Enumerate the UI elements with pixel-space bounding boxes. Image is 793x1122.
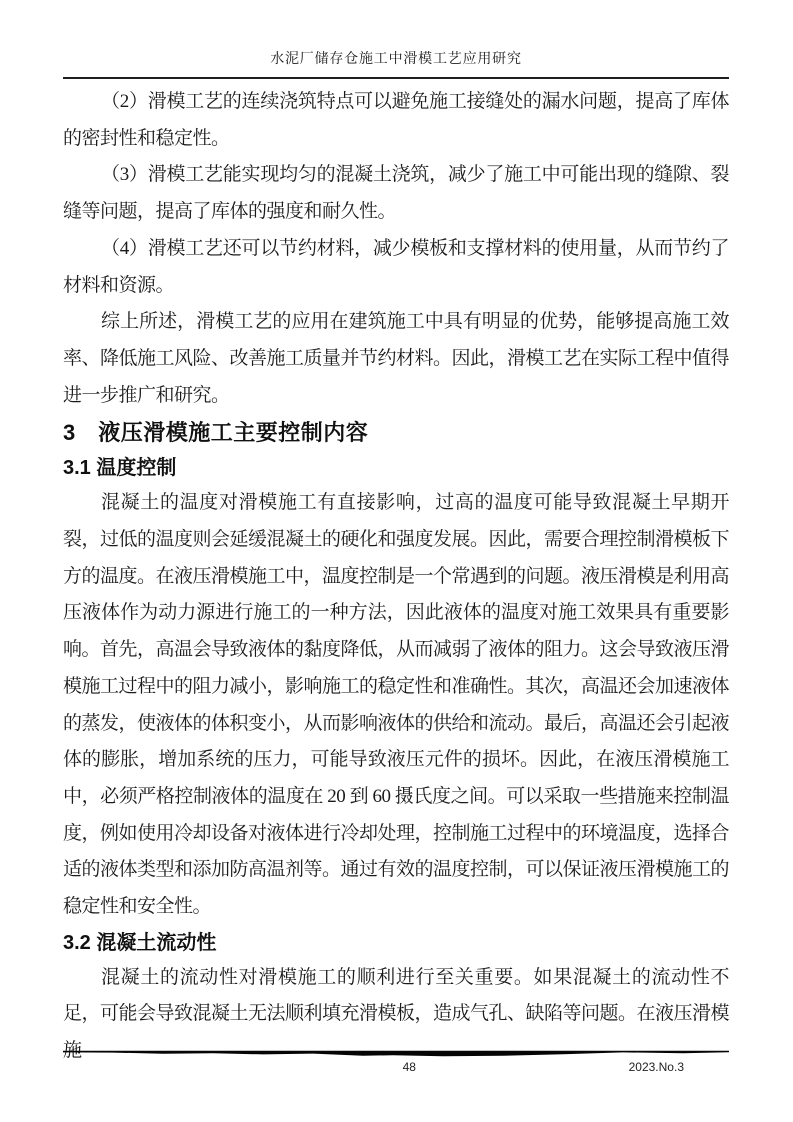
paragraph-advantage-2: （2）滑模工艺的连续浇筑特点可以避免施工接缝处的漏水问题，提高了库体的密封性和稳定性。 xyxy=(63,91,729,149)
page-number: 48 xyxy=(402,1060,416,1074)
page-footer xyxy=(63,1049,729,1076)
footer-row xyxy=(63,1060,729,1076)
footer-rule xyxy=(63,1049,729,1057)
issue-number: 2023.No.3 xyxy=(628,1060,684,1074)
running-title: 水泥厂储存仓施工中滑模工艺应用研究 xyxy=(270,52,522,67)
subsection-3-2-heading: 3.2 混凝土流动性 xyxy=(63,931,217,954)
paragraph-concrete-fluidity: 混凝土的流动性对滑模施工的顺利进行至关重要。如果混凝土的流动性不足，可能会导致混凝土无法顺利填充滑模板，造成气孔、缺陷等问题。在液压滑模施 xyxy=(63,966,730,1062)
paragraph-temperature-control: 混凝土的温度对滑模施工有直接影响，过高的温度可能导致混凝土早期开裂，过低的温度则会延缓混凝土的硬化和强度发展。因此，需要合理控制滑模板下方的温度。在液压滑模施工中，温度控制是一个常遇到的问题。液压滑模是利用高压液体作为动力源进行施工的一种方法，因此液体的温度对施工效果具有重要影响。首先，高温会导致液体的黏度降低，从而减弱了液体的阻力。这会导致液压滑模施工过程中的阻力减小，影响施工的稳定性和准确性。其次，高温还会加速液体的蒸发，使液体的体积变小，从而影响液体的供给和流动。最后，高温还会引起液体的膨胀，增加系统的压力，可能导致液压元件的损坏。因此，在液压滑模施工中，必须严格控制液体的温度在 20 到 60 摄氏度之间。可以采取一些措施来控制温度，例如使用冷却设备对液体进行冷却处理，控制施工过程中的环境温度，选择合适的液体类型和添加防高温剂等。通过有效的温度控制，可以保证液压滑模施工的稳定性和安全性。 xyxy=(63,492,730,918)
footer-rule-line xyxy=(63,1049,729,1057)
section-3-heading: 3 液压滑模施工主要控制内容 xyxy=(63,420,369,446)
page-body xyxy=(63,84,729,1070)
subsection-3-1-heading: 3.1 温度控制 xyxy=(63,457,177,480)
paragraph-advantage-4: （4）滑模工艺还可以节约材料，减少模板和支撑材料的使用量，从而节约了材料和资源。 xyxy=(63,237,729,296)
paragraph-advantage-3: （3）滑模工艺能实现均匀的混凝土浇筑，减少了施工中可能出现的缝隙、裂缝等问题，提高了库体的强度和耐久性。 xyxy=(63,164,729,223)
page-header xyxy=(63,51,729,79)
paragraph-summary: 综上所述，滑模工艺的应用在建筑施工中具有明显的优势，能够提高施工效率、降低施工风险、改善施工质量并节约材料。因此，滑模工艺在实际工程中值得进一步推广和研究。 xyxy=(63,311,730,406)
